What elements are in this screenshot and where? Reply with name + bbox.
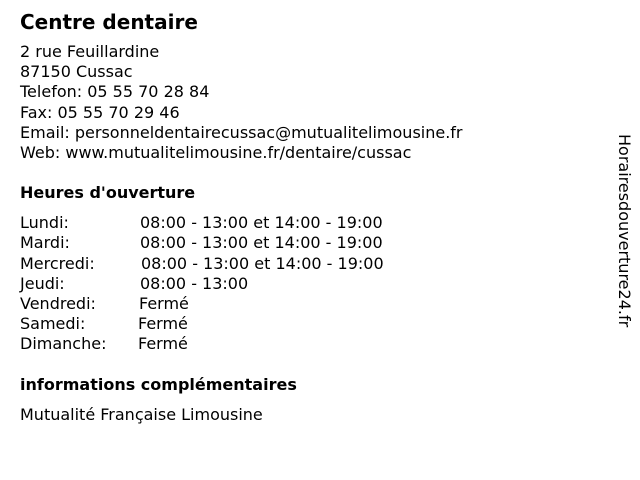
day-hours: 08:00 - 13:00 et 14:00 - 19:00 <box>140 233 383 253</box>
day-label: Samedi: <box>20 314 86 334</box>
day-label: Dimanche: <box>20 334 107 354</box>
day-label: Mercredi: <box>20 253 95 273</box>
main-content <box>20 8 600 425</box>
postal-city: 87150 Cussac <box>20 62 133 82</box>
day-label: Mardi: <box>20 233 70 253</box>
day-hours: 08:00 - 13:00 et 14:00 - 19:00 <box>141 253 384 273</box>
street-address: 2 rue Feuillardine <box>20 42 160 61</box>
page-title: Centre dentaire <box>20 10 198 34</box>
address-block <box>20 42 600 163</box>
hours-row-monday <box>20 213 600 233</box>
additional-info-text: Mutualité Française Limousine <box>20 404 263 424</box>
email-address: Email: personneldentairecussac@mutualitelimousine.fr <box>20 122 463 142</box>
day-label: Jeudi: <box>20 273 65 293</box>
day-hours: Fermé <box>138 334 188 354</box>
additional-info-heading: informations complémentaires <box>20 374 297 394</box>
day-label: Vendredi: <box>20 294 96 314</box>
day-hours: 08:00 - 13:00 et 14:00 - 19:00 <box>140 213 383 233</box>
hours-row-friday <box>20 294 600 314</box>
hours-row-thursday <box>20 274 600 294</box>
site-watermark: Horairesdouverture24.fr <box>615 134 634 328</box>
phone-number: Telefon: 05 55 70 28 84 <box>20 82 210 102</box>
day-label: Lundi: <box>20 213 69 233</box>
hours-row-wednesday <box>20 254 600 274</box>
opening-hours-list <box>20 213 600 354</box>
day-hours: Fermé <box>138 314 188 334</box>
hours-row-sunday <box>20 334 600 354</box>
hours-row-tuesday <box>20 233 600 253</box>
day-hours: 08:00 - 13:00 <box>140 273 249 293</box>
day-hours: Fermé <box>139 294 189 314</box>
fax-number: Fax: 05 55 70 29 46 <box>20 102 180 122</box>
hours-row-saturday <box>20 314 600 334</box>
website-address: Web: www.mutualitelimousine.fr/dentaire/cussac <box>20 143 412 163</box>
opening-hours-heading: Heures d'ouverture <box>20 183 196 203</box>
